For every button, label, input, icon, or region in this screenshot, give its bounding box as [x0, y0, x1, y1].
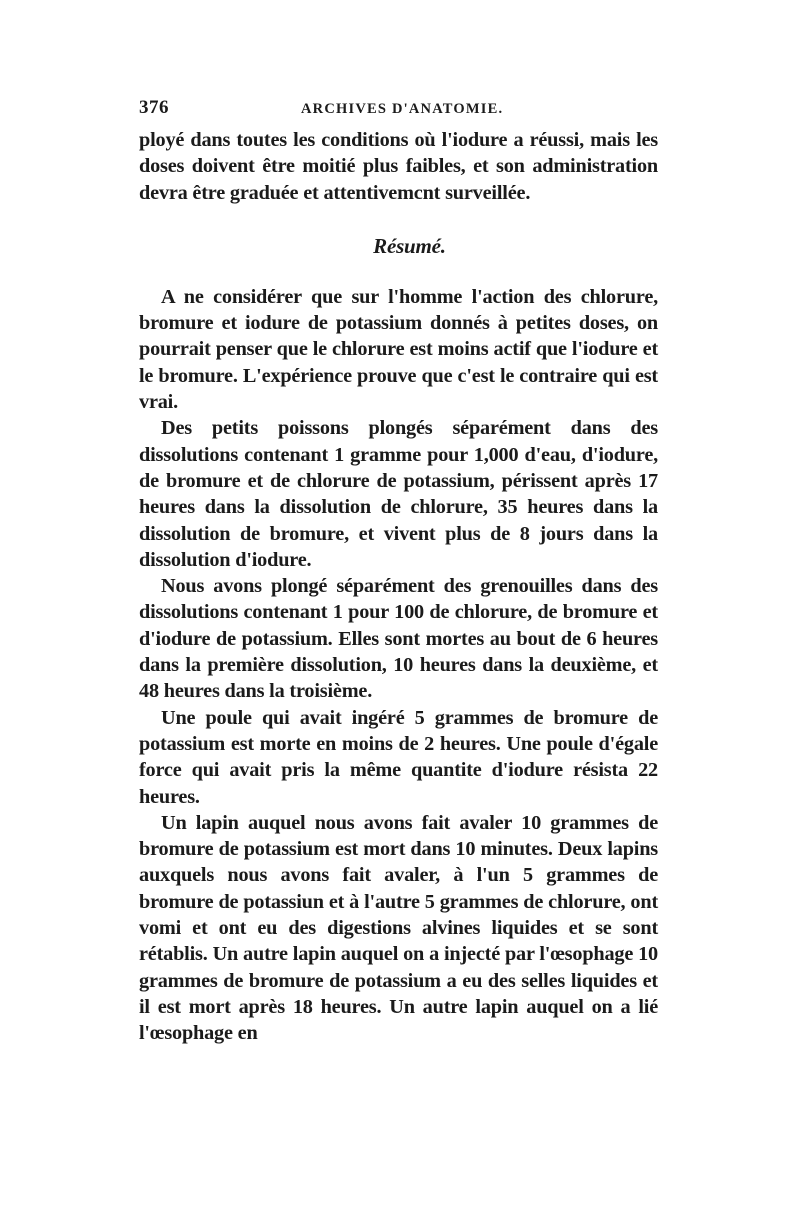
- paragraph-frog-experiment: Nous avons plongé séparément des grenouilles dans des dissolutions contenant 1 pour 100 de chlorure, de bromure et d'iodure de potassium. Elles sont mortes au bout de 6 heures dans la première dissolution, 10 heures dans la deuxième, et 48 heures dans la troisième.: [139, 575, 658, 703]
- paragraph-summary-intro: A ne considérer que sur l'homme l'action des chlorure, bromure et iodure de potassium donnés à petites doses, on pourrait penser que le chlorure est moins actif que l'iodure et le bromure. L'expérience prouve que c'est le contraire qui est vrai.: [139, 285, 658, 414]
- page-number: 376: [139, 97, 169, 118]
- paragraph-rabbit-experiment: Un lapin auquel nous avons fait avaler 10 grammes de bromure de potassium est mort dans 10 minutes. Deux lapins auxquels nous avons fait avaler, à l'un 5 grammes de bromure de potassiun et à l'autre 5 grammes de chlorure, ont vomi et ont eu des digestions alvines liquides et se sont rétablis. Un autre lapin auquel on a injecté par l'œsophage 10 grammes de bromure de potassium a eu des selles liquides et il est mort après 18 heures. Un autre lapin auquel on a lié l'œsophage en: [139, 811, 658, 1045]
- intro-paragraph: ployé dans toutes les conditions où l'iodure a réussi, mais les doses doivent être moitié plus faibles, et son administration devra être graduée et attentivemcnt surveillée.: [139, 129, 658, 204]
- section-title: Résumé.: [373, 233, 446, 258]
- journal-title: ARCHIVES D'ANATOMIE.: [301, 101, 504, 117]
- body-text: [139, 127, 658, 1047]
- book-page: [139, 95, 658, 1047]
- running-header: [139, 95, 658, 121]
- paragraph-hen-experiment: Une poule qui avait ingéré 5 grammes de bromure de potassium est morte en moins de 2 heures. Une poule d'égale force qui avait pris la même quantite d'iodure résista 22 heures.: [139, 706, 658, 808]
- paragraph-fish-experiment: Des petits poissons plongés séparément dans des dissolutions contenant 1 gramme pour 1,000 d'eau, d'iodure, de bromure et de chlorure de potassium, périssent après 17 heures dans la dissolution de chlorure, 35 heures dans la dissolution de bromure, et vivent plus de 8 jours dans la dissolution d'iodure.: [139, 417, 658, 571]
